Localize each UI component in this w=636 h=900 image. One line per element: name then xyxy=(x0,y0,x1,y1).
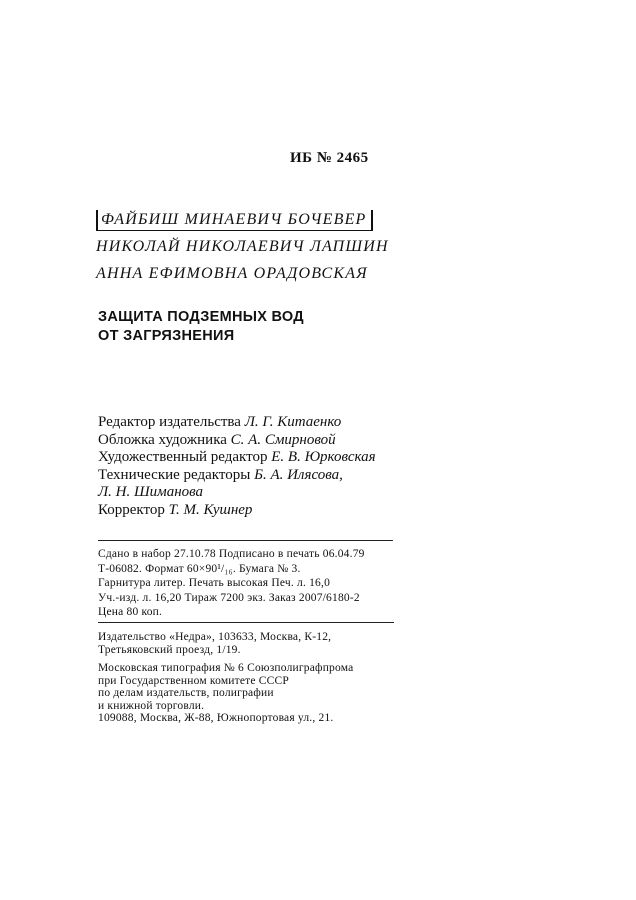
credit-editor: Редактор издательства Л. Г. Китаенко xyxy=(98,414,342,430)
credit-corrector: Корректор Т. М. Кушнер xyxy=(98,501,253,518)
publisher-line-1: Издательство «Недра», 103633, Москва, К-12, xyxy=(98,631,332,643)
print-line-4: Уч.-изд. л. 16,20 Тираж 7200 экз. Заказ 2007/6180-2 xyxy=(98,591,360,604)
author-1: ФАЙБИШ МИНАЕВИЧ БОЧЕВЕР xyxy=(96,210,373,231)
divider-bottom xyxy=(98,622,394,623)
title-line-2: ОТ ЗАГРЯЗНЕНИЯ xyxy=(98,328,235,344)
author-2: НИКОЛАЙ НИКОЛАЕВИЧ ЛАПШИН xyxy=(96,238,389,255)
publisher-block xyxy=(98,631,353,725)
print-line-3: Гарнитура литер. Печать высокая Печ. л. 16,0 xyxy=(98,577,331,589)
credit-tech-editors: Технические редакторы Б. А. Илясова, xyxy=(98,466,343,483)
divider-top xyxy=(98,540,393,541)
credit-tech-editors-2: Л. Н. Шиманова xyxy=(98,484,204,500)
print-details xyxy=(98,547,365,620)
typography-line-4: и книжной торговли. xyxy=(98,699,205,712)
print-line-2: Т-06082. Формат 60×90¹/₁₆. Бумага № 3. xyxy=(98,562,301,575)
typography-line-2: при Государственном комитете СССР xyxy=(98,674,289,687)
typography-line-3: по делам издательств, полиграфии xyxy=(98,687,274,699)
title-line-1: ЗАЩИТА ПОДЗЕМНЫХ ВОД xyxy=(98,309,304,325)
ib-number: ИБ № 2465 xyxy=(290,150,369,166)
author-3: АННА ЕФИМОВНА ОРАДОВСКАЯ xyxy=(96,265,368,282)
print-line-5: Цена 80 коп. xyxy=(98,606,163,618)
book-title xyxy=(98,308,304,346)
credit-cover: Обложка художника С. А. Смирновой xyxy=(98,431,336,448)
print-line-1: Сдано в набор 27.10.78 Подписано в печать 06.04.79 xyxy=(98,548,365,560)
credit-art-editor: Художественный редактор Е. В. Юрковская xyxy=(98,449,376,465)
publisher-line-2: Третьяковский проезд, 1/19. xyxy=(98,643,241,656)
typography-line-5: 109088, Москва, Ж-88, Южнопортовая ул., 21. xyxy=(98,712,334,724)
authors-block xyxy=(96,206,389,287)
credits-block xyxy=(98,414,376,519)
typography-line-1: Московская типография № 6 Союзполиграфпрома xyxy=(98,662,354,674)
